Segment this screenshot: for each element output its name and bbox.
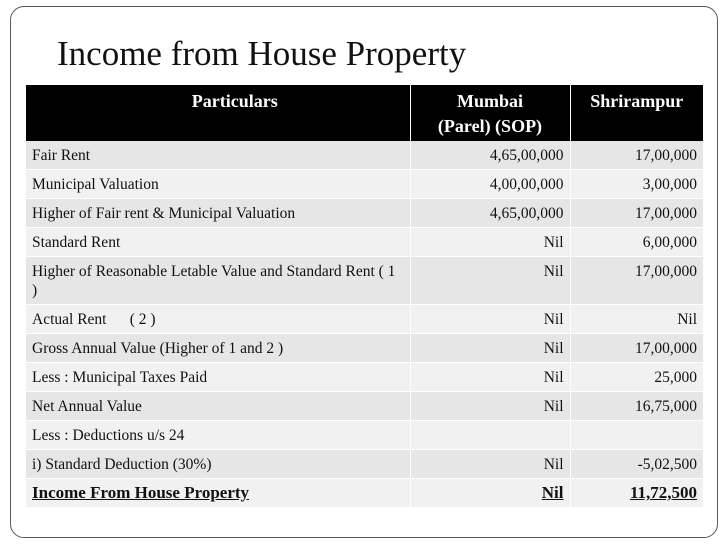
row-shrirampur xyxy=(570,421,703,450)
table-header-row xyxy=(26,85,703,141)
row-shrirampur: -5,02,500 xyxy=(570,450,703,479)
total-mumbai: Nil xyxy=(410,479,570,508)
total-row xyxy=(26,479,703,508)
row-label: Standard Rent xyxy=(26,228,410,257)
header-particulars: Particulars xyxy=(26,85,410,141)
row-mumbai: 4,65,00,000 xyxy=(410,199,570,228)
row-mumbai: Nil xyxy=(410,228,570,257)
row-mumbai: Nil xyxy=(410,305,570,334)
row-label: Gross Annual Value (Higher of 1 and 2 ) xyxy=(26,334,410,363)
table-row xyxy=(26,257,703,305)
total-label: Income From House Property xyxy=(26,479,410,508)
header-mumbai-line2: (Parel) (SOP) xyxy=(437,116,543,136)
table-row xyxy=(26,170,703,199)
row-mumbai: 4,00,00,000 xyxy=(410,170,570,199)
header-shrirampur: Shrirampur xyxy=(570,85,703,141)
header-mumbai-line1: Mumbai xyxy=(456,91,523,111)
table-row xyxy=(26,392,703,421)
table-row xyxy=(26,450,703,479)
row-shrirampur: 17,00,000 xyxy=(570,141,703,170)
row-mumbai xyxy=(410,421,570,450)
row-shrirampur: Nil xyxy=(570,305,703,334)
row-mumbai: 4,65,00,000 xyxy=(410,141,570,170)
row-label: Less : Municipal Taxes Paid xyxy=(26,363,410,392)
row-shrirampur: 6,00,000 xyxy=(570,228,703,257)
row-label: i) Standard Deduction (30%) xyxy=(26,450,410,479)
row-label: Net Annual Value xyxy=(26,392,410,421)
table-row xyxy=(26,228,703,257)
table-row xyxy=(26,305,703,334)
row-mumbai: Nil xyxy=(410,334,570,363)
row-shrirampur: 25,000 xyxy=(570,363,703,392)
row-label: Higher of Reasonable Letable Value and Standard Rent ( 1 ) xyxy=(26,257,410,305)
page-title: Income from House Property xyxy=(57,34,467,73)
row-label: Actual Rent ( 2 ) xyxy=(26,305,410,334)
row-mumbai: Nil xyxy=(410,450,570,479)
row-shrirampur: 16,75,000 xyxy=(570,392,703,421)
row-mumbai: Nil xyxy=(410,257,570,305)
total-shrirampur: 11,72,500 xyxy=(570,479,703,508)
table-row xyxy=(26,363,703,392)
row-shrirampur: 3,00,000 xyxy=(570,170,703,199)
row-shrirampur: 17,00,000 xyxy=(570,257,703,305)
row-label: Fair Rent xyxy=(26,141,410,170)
row-label: Municipal Valuation xyxy=(26,170,410,199)
row-label: Less : Deductions u/s 24 xyxy=(26,421,410,450)
row-label: Higher of Fair rent & Municipal Valuation xyxy=(26,199,410,228)
table-row xyxy=(26,141,703,170)
header-mumbai xyxy=(410,85,570,141)
table-row xyxy=(26,199,703,228)
row-mumbai: Nil xyxy=(410,363,570,392)
row-mumbai: Nil xyxy=(410,392,570,421)
table-row xyxy=(26,421,703,450)
row-shrirampur: 17,00,000 xyxy=(570,199,703,228)
income-table xyxy=(26,85,703,508)
row-shrirampur: 17,00,000 xyxy=(570,334,703,363)
table-row xyxy=(26,334,703,363)
